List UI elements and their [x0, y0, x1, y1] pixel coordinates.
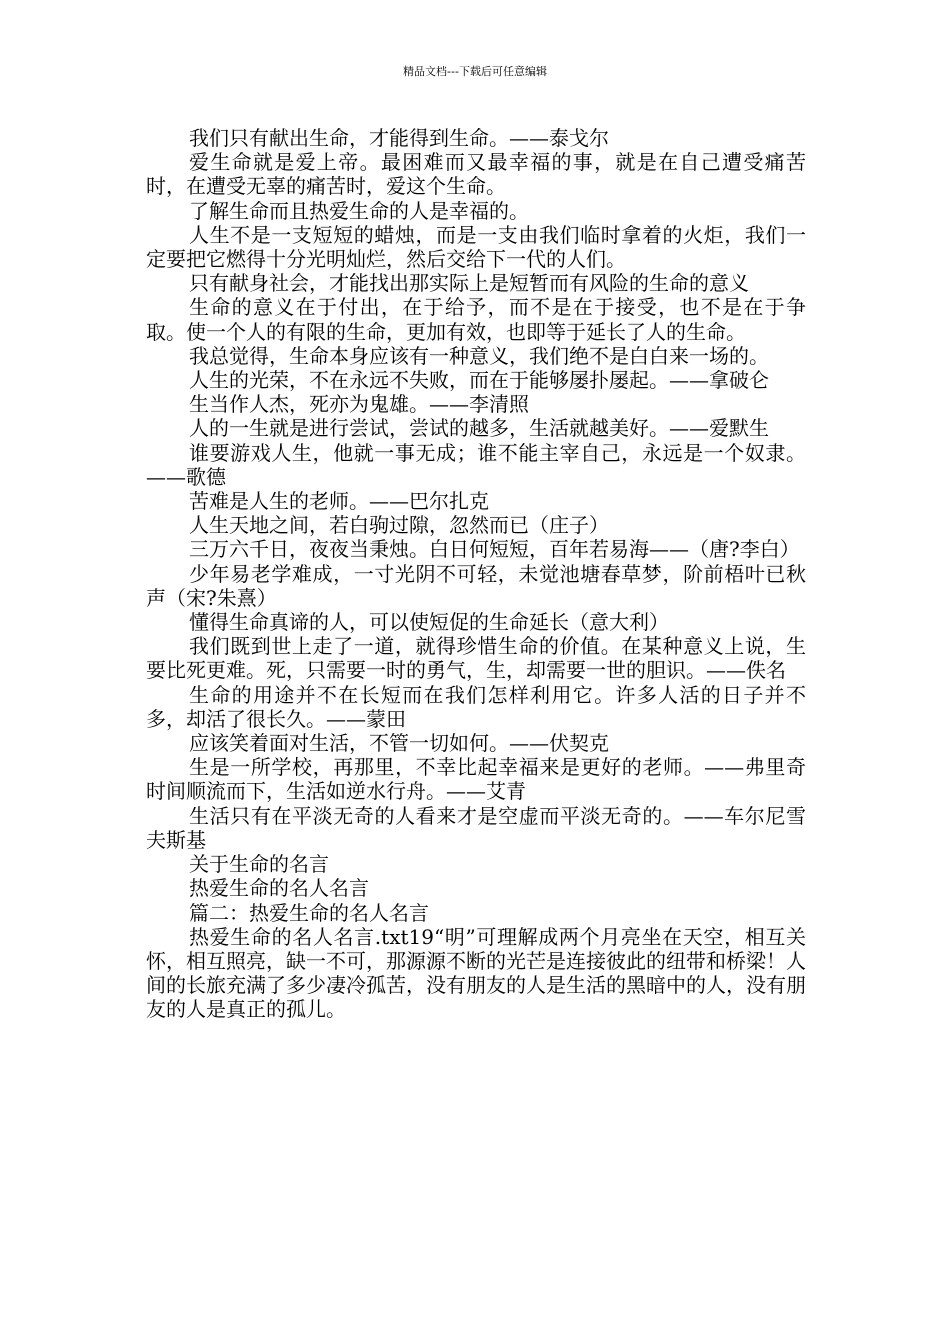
paragraph: 生是一所学校，再那里，不幸比起幸福来是更好的老师。——弗里奇时间顺流而下，生活如逆水行舟。——艾青 [146, 755, 806, 804]
paragraph: 人的一生就是进行尝试，尝试的越多，生活就越美好。——爱默生 [189, 416, 769, 441]
paragraph: 我总觉得，生命本身应该有一种意义，我们绝不是白白来一场的。 [189, 343, 769, 368]
section-heading: 篇二：热爱生命的名人名言 [189, 900, 429, 925]
paragraph: 生命的意义在于付出，在于给予，而不是在于接受，也不是在于争取。使一个人的有限的生命，更加有效，也即等于延长了人的生命。 [146, 295, 806, 344]
paragraph: 了解生命而且热爱生命的人是幸福的。 [189, 198, 529, 223]
paragraph: 应该笑着面对生活，不管一切如何。——伏契克 [189, 731, 609, 756]
paragraph: 生活只有在平淡无奇的人看来才是空虚而平淡无奇的。——车尔尼雪夫斯基 [146, 803, 806, 852]
document-body [146, 126, 806, 1022]
paragraph: 三万六千日，夜夜当秉烛。白日何短短，百年若易海——（唐?李白） [189, 537, 800, 562]
paragraph: 谁要游戏人生，他就一事无成；谁不能主宰自己，永远是一个奴隶。——歌德 [146, 440, 806, 489]
paragraph: 生当作人杰，死亦为鬼雄。——李清照 [189, 392, 529, 417]
paragraph: 人生天地之间，若白驹过隙，忽然而已（庄子） [189, 513, 609, 538]
section-heading: 热爱生命的名人名言 [189, 876, 369, 901]
paragraph: 少年易老学难成，一寸光阴不可轻，未觉池塘春草梦，阶前梧叶已秋声（宋?朱熹） [146, 561, 806, 610]
section-heading: 关于生命的名言 [189, 852, 329, 877]
paragraph: 我们只有献出生命，才能得到生命。——泰戈尔 [189, 126, 609, 150]
paragraph: 懂得生命真谛的人，可以使短促的生命延长（意大利） [189, 610, 669, 635]
paragraph: 只有献身社会，才能找出那实际上是短暂而有风险的生命的意义 [189, 271, 749, 296]
paragraph: 人生的光荣，不在永远不失败，而在于能够屡扑屡起。——拿破仑 [189, 368, 769, 393]
page-header: 精品文档---下载后可任意编辑 [403, 65, 547, 78]
paragraph: 爱生命就是爱上帝。最困难而又最幸福的事，就是在自己遭受痛苦时，在遭受无辜的痛苦时，爱这个生命。 [146, 150, 806, 199]
paragraph: 热爱生命的名人名言.txt19“明”可理解成两个月亮坐在天空，相互关怀，相互照亮，缺一不可，那源源不断的光芒是连接彼此的纽带和桥梁！人间的长旅充满了多少凄冷孤苦，没有朋友的人是生活的黑暗中的人，没有朋友的人是真正的孤儿。 [146, 924, 806, 1022]
paragraph: 我们既到世上走了一道，就得珍惜生命的价值。在某种意义上说，生要比死更难。死，只需要一时的勇气，生，却需要一世的胆识。——佚名 [146, 634, 806, 683]
paragraph: 苦难是人生的老师。——巴尔扎克 [189, 489, 489, 514]
paragraph: 人生不是一支短短的蜡烛，而是一支由我们临时拿着的火炬，我们一定要把它燃得十分光明灿烂，然后交给下一代的人们。 [146, 222, 806, 272]
paragraph: 生命的用途并不在长短而在我们怎样利用它。许多人活的日子并不多，却活了很长久。——蒙田 [146, 682, 806, 731]
